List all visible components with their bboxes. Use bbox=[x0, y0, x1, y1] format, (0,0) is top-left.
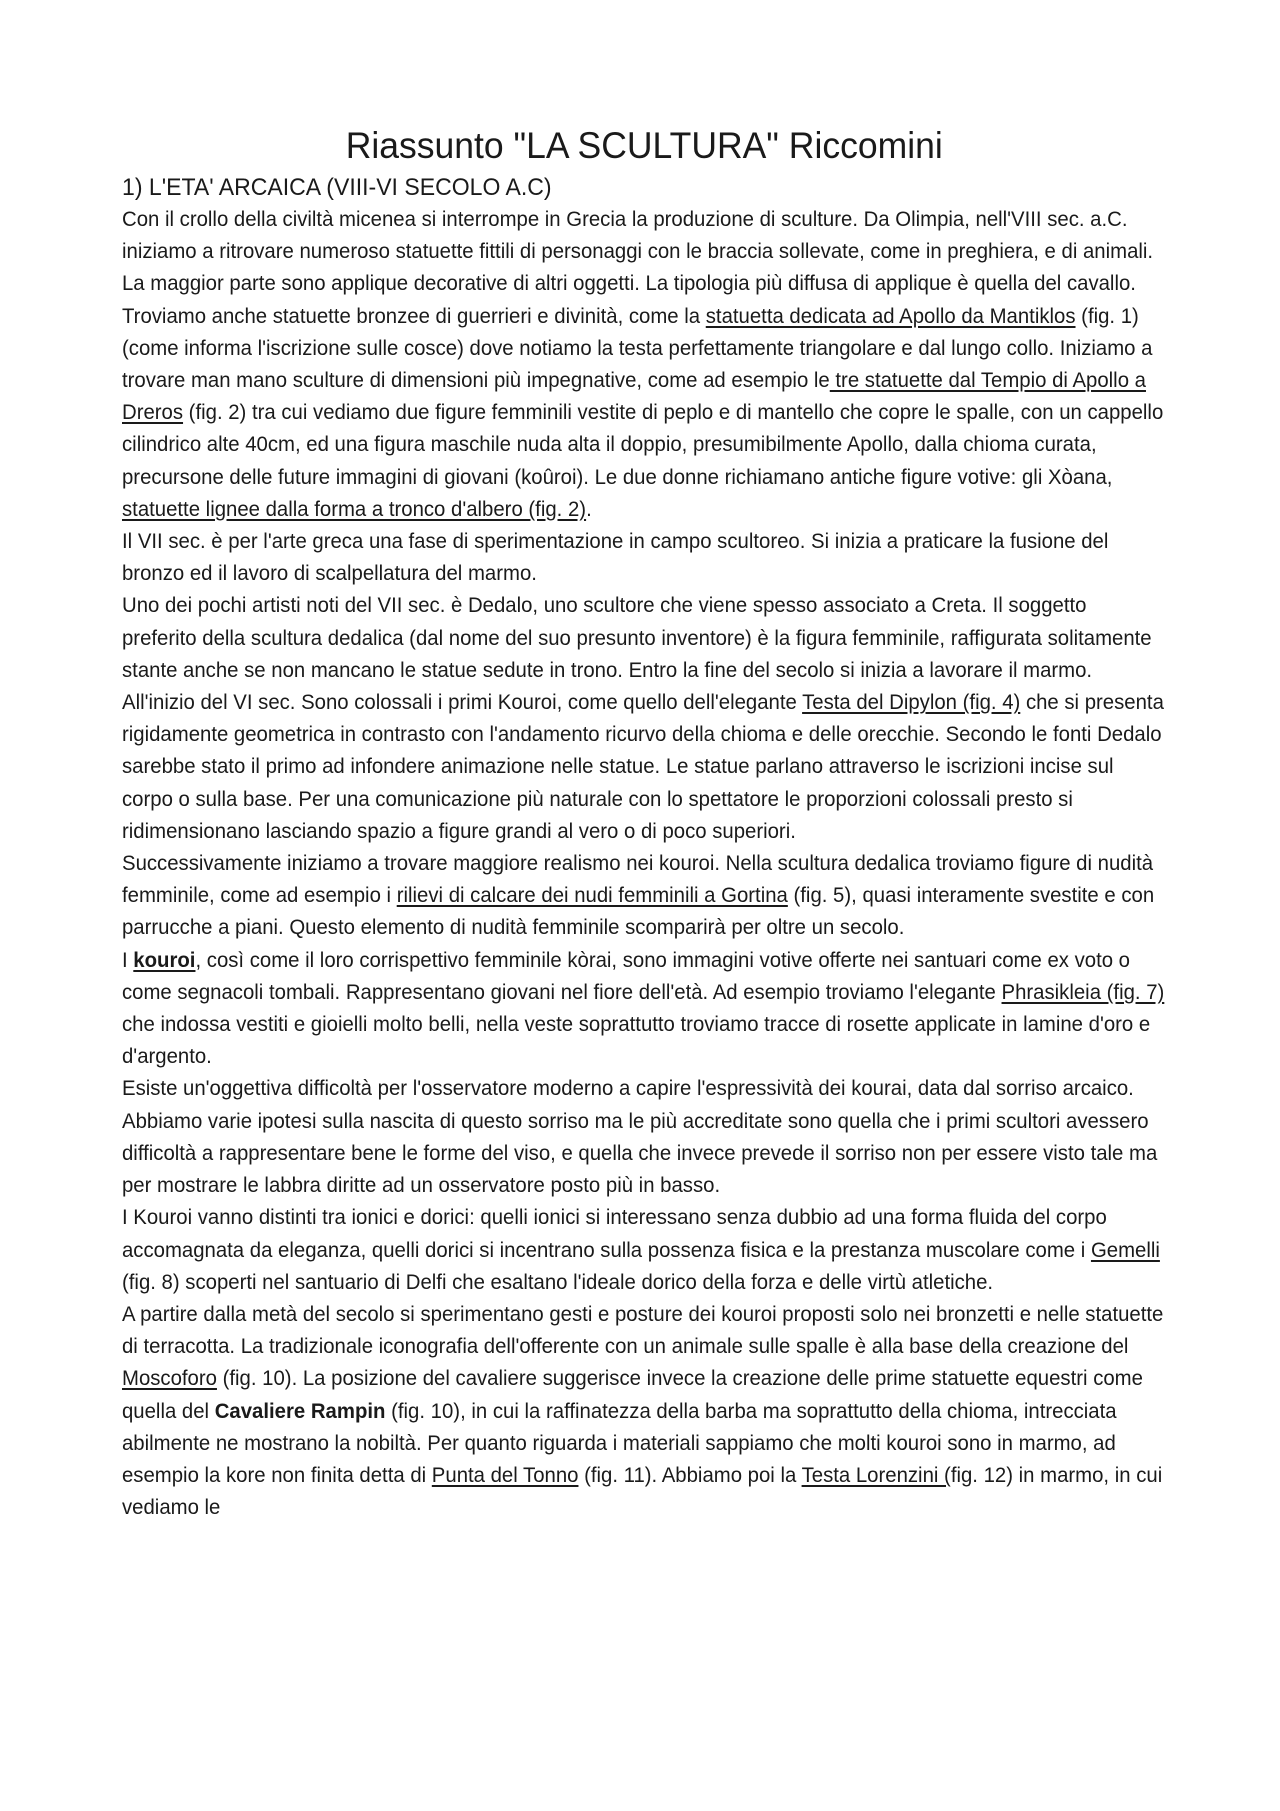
section-heading: 1) L'ETA' ARCAICA (VIII-VI SECOLO A.C) bbox=[122, 174, 552, 201]
paragraph bbox=[122, 1073, 1166, 1202]
text-run: (fig. 1) (come informa l'iscrizione sulle cosce) dove notiamo la testa perfettamente triangolare e dal lungo collo. Iniziamo a trovare man mano sculture di dimensioni più impegnative, come ad esempio le bbox=[122, 304, 1153, 393]
text-run: (fig. 2) tra cui vediamo due figure femminili vestite di peplo e di mantello che copre le spalle, con un cappello cilindrico alte 40cm, ed una figura maschile nuda alta il doppio, presumibilmente Apollo, dalla chioma curata, precursone delle future immagini di giovani (koûroi). Le due donne richiamano antiche figure votive: gli Xòana, bbox=[122, 401, 1164, 489]
text-run: . bbox=[586, 497, 592, 521]
text-run: Il VII sec. è per l'arte greca una fase di sperimentazione in campo scultoreo. Si inizia a praticare la fusione del bronzo ed il lavoro di scalpellatura del marmo. bbox=[122, 530, 1109, 586]
underlined-reference: Gemelli bbox=[1090, 1238, 1160, 1262]
paragraph bbox=[122, 204, 1166, 526]
text-run: I bbox=[122, 948, 134, 972]
paragraph bbox=[122, 848, 1166, 945]
underlined-reference: statuette lignee dalla forma a tronco d'albero (fig. 2) bbox=[122, 497, 587, 521]
underlined-reference: Testa Lorenzini ( bbox=[801, 1463, 951, 1487]
text-run: , così come il loro corrispettivo femminile kòrai, sono immagini votive offerte nei santuari come ex voto o come segnacoli tombali. Rappresentano giovani nel fiore dell'età. Ad esempio troviamo l'elegante bbox=[122, 948, 1131, 1004]
text-run: che si presenta rigidamente geometrica in contrasto con l'andamento ricurvo della chioma e delle orecchie. Secondo le fonti Dedalo sarebbe stato il primo ad infondere animazione nelle statue. Le statue parlano attraverso le iscrizioni incise sul corpo o sulla base. Per una comunicazione più naturale con lo spettatore le proporzioni colossali presto si ridimensionano lasciando spazio a figure grandi al vero o di poco superiori. bbox=[122, 691, 1164, 843]
text-run: Con il crollo della civiltà micenea si interrompe in Grecia la produzione di sculture. Da Olimpia, nell'VIII sec. a.C. iniziamo a ritrovare numeroso statuette fittili di personaggi con le braccia sollevate, come in preghiera, e di animali. La maggior parte sono applique decorative di altri oggetti. La tipologia più diffusa di applique è quella del cavallo. Troviamo anche statuette bronzee di guerrieri e divinità, come la bbox=[122, 208, 1154, 328]
paragraph bbox=[122, 945, 1166, 1074]
paragraph bbox=[122, 1202, 1166, 1299]
text-run: (fig. 5), quasi interamente svestite e con parrucche a piani. Questo elemento di nudità femminile scomparirà per oltre un secolo. bbox=[122, 884, 1155, 940]
text-run: Esiste un'oggettiva difficoltà per l'osservatore moderno a capire l'espressività dei kourai, data dal sorriso arcaico. Abbiamo varie ipotesi sulla nascita di questo sorriso ma le più accreditate sono quella che i primi scultori avessero difficoltà a rappresentare bene le forme del viso, e quella che invece prevede il sorriso non per essere visto tale ma per mostrare le labbra diritte ad un osservatore posto più in basso. bbox=[122, 1077, 1158, 1198]
text-run: (fig. 10). La posizione del cavaliere suggerisce invece la creazione delle prime statuette equestri come quella del bbox=[122, 1367, 1143, 1423]
paragraph bbox=[122, 590, 1166, 848]
underlined-reference: statuetta dedicata ad Apollo da Mantiklos bbox=[705, 304, 1076, 328]
underlined-reference: Punta del Tonno bbox=[431, 1463, 579, 1487]
text-run: (fig. 11). Abbiamo poi la bbox=[578, 1463, 802, 1487]
underlined-reference: Phrasikleia (fig. 7) bbox=[1001, 980, 1165, 1004]
underlined-reference: Moscoforo bbox=[122, 1367, 217, 1391]
underlined-reference: Testa del Dipylon (fig. 4) bbox=[802, 691, 1021, 715]
text-run: I Kouroi vanno distinti tra ionici e dorici: quelli ionici si interessano senza dubbio ad una forma fluida del corpo accomagnata da eleganza, quelli dorici si incentrano sulla possenza fisica e la prestanza muscolare come i bbox=[122, 1206, 1107, 1262]
text-run: che indossa vestiti e gioielli molto belli, nella veste soprattutto troviamo tracce di rosette applicate in lamine d'oro e d'argento. bbox=[122, 1013, 1151, 1069]
paragraph bbox=[122, 526, 1166, 590]
text-run: (fig. 10), in cui la raffinatezza della barba ma soprattutto della chioma, intrecciata abilmente ne mostrano la nobiltà. Per quanto riguarda i materiali sappiamo che molti kouroi sono in marmo, ad esempio la kore non finita detta di bbox=[122, 1399, 1117, 1487]
bold-term: Cavaliere Rampin bbox=[214, 1399, 386, 1423]
underlined-reference: kouroi bbox=[133, 948, 196, 972]
text-run: (fig. 8) scoperti nel santuario di Delfi che esaltano l'ideale dorico della forza e delle virtù atletiche. bbox=[122, 1270, 994, 1294]
text-run: Uno dei pochi artisti noti del VII sec. è Dedalo, uno scultore che viene spesso associato a Creta. Il soggetto preferito della scultura dedalica (dal nome del suo presunto inventore) è la figura femminile, raffigurata solitamente stante anche se non mancano le statue sedute in trono. Entro la fine del secolo si inizia a lavorare il marmo. All'inizio del VI sec. Sono colossali i primi Kouroi, come quello dell'elegante bbox=[122, 594, 1152, 715]
underlined-reference: rilievi di calcare dei nudi femminili a Gortina bbox=[396, 884, 788, 908]
paragraph bbox=[122, 1299, 1166, 1524]
underlined-reference: tre statuette dal Tempio di Apollo a Dreros bbox=[122, 369, 1146, 425]
text-run: fig. 12) in marmo, in cui vediamo le bbox=[122, 1463, 1163, 1520]
document-body bbox=[122, 204, 1166, 1524]
text-run: Successivamente iniziamo a trovare maggiore realismo nei kouroi. Nella scultura dedalica troviamo figure di nudità femminile, come ad esempio i bbox=[122, 852, 1154, 908]
document-title: Riassunto "LA SCULTURA" Riccomini bbox=[345, 125, 943, 166]
text-run: A partire dalla metà del secolo si sperimentano gesti e posture dei kouroi proposti solo nei bronzetti e nelle statuette di terracotta. La tradizionale iconografia dell'offerente con un animale sulle spalle è alla base della creazione del bbox=[122, 1302, 1164, 1359]
document-page bbox=[122, 122, 1165, 1524]
